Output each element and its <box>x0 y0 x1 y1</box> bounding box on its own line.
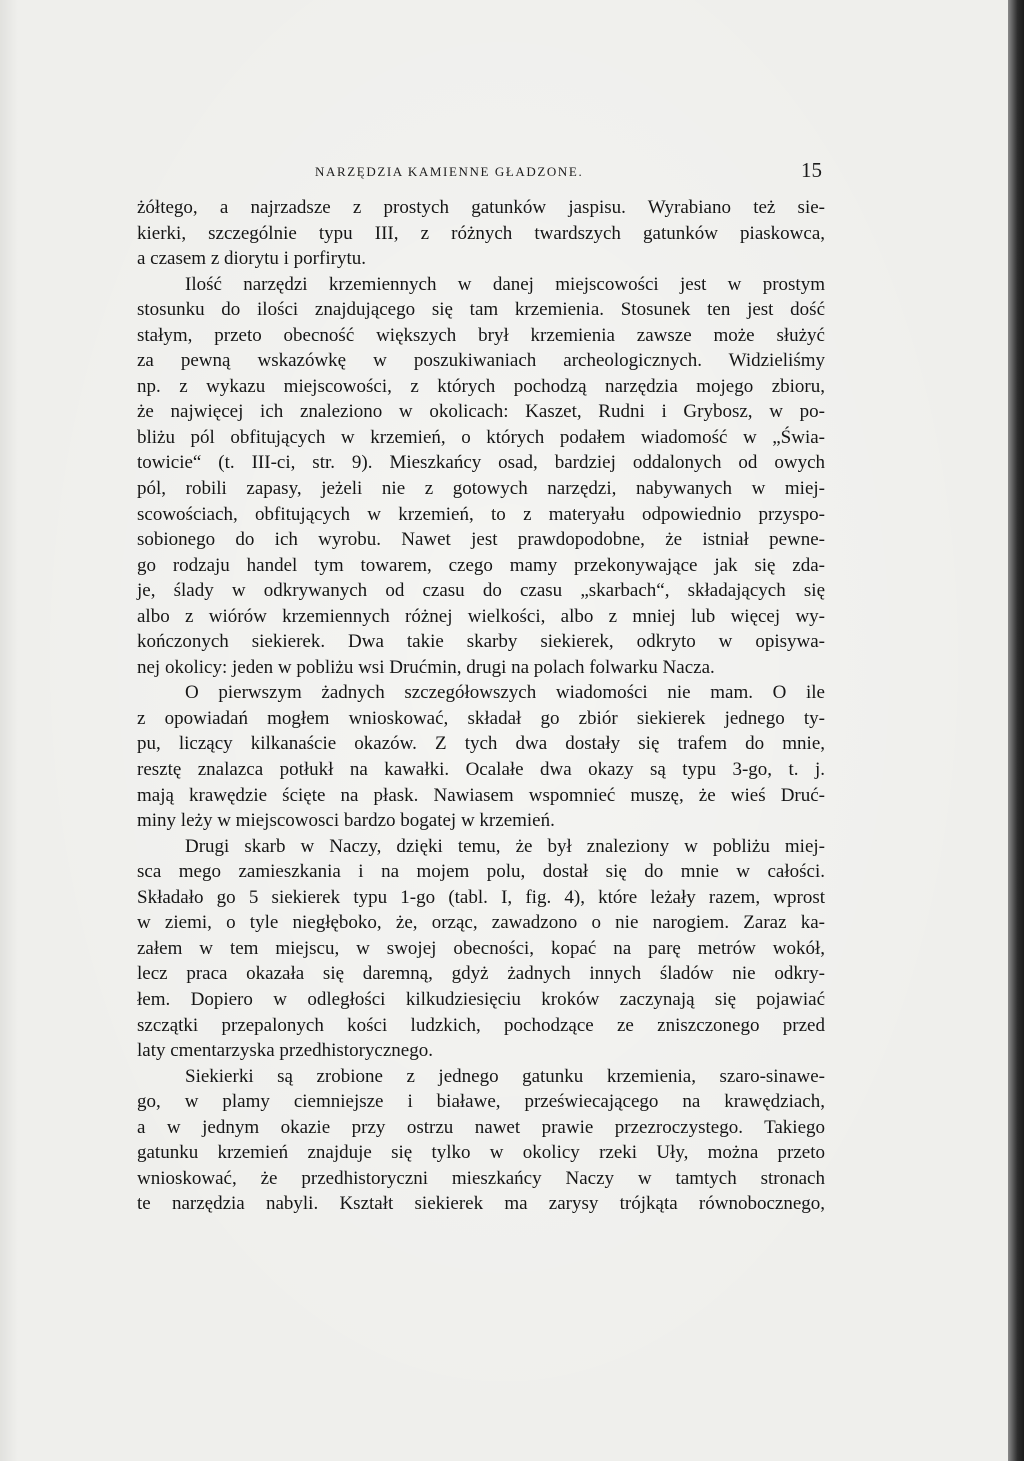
text-line: lecz praca okazała się daremną, gdyż żadnych innych śladów nie odkry- <box>137 963 825 985</box>
text-line: stosunku do ilości znajdującego się tam krzemienia. Stosunek ten jest dość <box>137 299 825 321</box>
text-line: sobionego do ich wyrobu. Nawet jest prawdopodobne, że istniał pewne- <box>137 529 825 551</box>
text-line: załem w tem miejscu, w swojej obecności, kopać na parę metrów wokół, <box>137 937 825 959</box>
text-line: szczątki przepalonych kości ludzkich, pochodzące ze zniszczonego przed <box>137 1014 825 1036</box>
text-line: kierki, szczególnie typu III, z różnych twardszych gatunków piaskowca, <box>137 222 825 244</box>
text-line: gatunku krzemień znajduje się tylko w okolicy rzeki Uły, można przeto <box>137 1142 825 1164</box>
text-line: stałym, przeto obecność większych brył krzemienia zawsze może służyć <box>137 324 825 346</box>
text-line: nej okolicy: jeden w pobliżu wsi Drućmin, drugi na polach folwarku Nacza. <box>137 656 715 678</box>
text-line: Składało go 5 siekierek typu 1-go (tabl. I, fig. 4), które leżały razem, wprost <box>137 886 825 908</box>
text-line: np. z wykazu miejscowości, z których pochodzą narzędzia mojego zbioru, <box>137 375 825 397</box>
text-line: scowościach, obfitujących w krzemień, to z materyału odpowiednio przyspo- <box>137 503 825 525</box>
text-line: albo z wiórów krzemiennych różnej wielkości, albo z mniej lub więcej wy- <box>137 605 825 627</box>
text-line: żółtego, a najrzadsze z prostych gatunków jaspisu. Wyrabiano też sie- <box>137 197 825 218</box>
text-line: bliżu pól obfitujących w krzemień, o których podałem wiadomość w „Świa- <box>137 426 825 448</box>
text-line: w ziemi, o tyle niegłęboko, że, orząc, zawadzono o nie narogiem. Zaraz ka- <box>137 912 825 934</box>
running-title: NARZĘDZIA KAMIENNE GŁADZONE. <box>315 164 584 179</box>
text-line: a czasem z diorytu i porfirytu. <box>137 248 366 270</box>
text-line: pu, liczący kilkanaście okazów. Z tych dwa dostały się trafem do mnie, <box>137 733 825 755</box>
text-line: go rodzaju handel tym towarem, czego mamy przekonywające jak się zda- <box>137 554 825 576</box>
text-line: wnioskować, że przedhistoryczni mieszkańcy Naczy w tamtych stronach <box>137 1167 825 1189</box>
text-line: Ilość narzędzi krzemiennych w danej miejscowości jest w prostym <box>185 273 825 295</box>
text-line: a w jednym okazie przy ostrzu nawet prawie przezroczystego. Takiego <box>137 1116 825 1138</box>
page-number: 15 <box>801 158 822 182</box>
text-line: go, w plamy ciemniejsze i białawe, przeświecającego na krawędziach, <box>137 1091 825 1113</box>
text-line: laty cmentarzyska przedhistorycznego. <box>137 1040 433 1062</box>
text-line: O pierwszym żadnych szczegółowszych wiadomości nie mam. O ile <box>185 682 825 704</box>
text-line: je, ślady w odkrywanych od czasu do czasu „skarbach“, składających się <box>137 580 825 602</box>
text-line: Siekierki są zrobione z jednego gatunku krzemienia, szaro-sinawe- <box>185 1065 825 1087</box>
text-line: sca mego zamieszkania i na mojem polu, dostał się do mnie w całości. <box>137 861 825 883</box>
paragraph <box>137 1064 825 1217</box>
text-line: że najwięcej ich znaleziono w okolicach: Kaszet, Rudni i Grybosz, w po- <box>137 401 825 423</box>
scan-edge-shadow <box>1008 0 1024 1461</box>
paragraph <box>137 195 825 272</box>
text-line: resztę znalazca potłukł na kawałki. Ocalałe dwa okazy są typu 3-go, t. j. <box>137 759 825 781</box>
body-text <box>137 195 825 1217</box>
text-line: Drugi skarb w Naczy, dzięki temu, że był znaleziony w pobliżu miej- <box>185 835 825 857</box>
text-line: miny leży w miejscowosci bardzo bogatej w krzemień. <box>137 810 555 832</box>
text-line: te narzędzia nabyli. Kształt siekierek ma zarysy trójkąta równobocznego, <box>137 1193 825 1215</box>
text-line: za pewną wskazówkę w poszukiwaniach archeologicznych. Widzieliśmy <box>137 350 825 372</box>
text-line: z opowiadań mogłem wnioskować, składał go zbiór siekierek jednego ty- <box>137 707 825 729</box>
running-head <box>137 158 825 188</box>
text-line: mają krawędzie ścięte na płask. Nawiasem wspomnieć muszę, że wieś Druć- <box>137 784 825 806</box>
text-line: towicie“ (t. III-ci, str. 9). Mieszkańcy osad, bardziej oddalonych od owych <box>137 452 825 474</box>
text-line: kończonych siekierek. Dwa takie skarby siekierek, odkryto w opisywa- <box>137 631 825 653</box>
paragraph <box>137 680 825 833</box>
paragraph <box>137 834 825 1064</box>
paragraph <box>137 272 825 681</box>
text-line: pól, robili zapasy, jeżeli nie z gotowych narzędzi, nabywanych w miej- <box>137 478 825 500</box>
text-line: łem. Dopiero w odległości kilkudziesięciu kroków zaczynają się pojawiać <box>137 988 825 1010</box>
